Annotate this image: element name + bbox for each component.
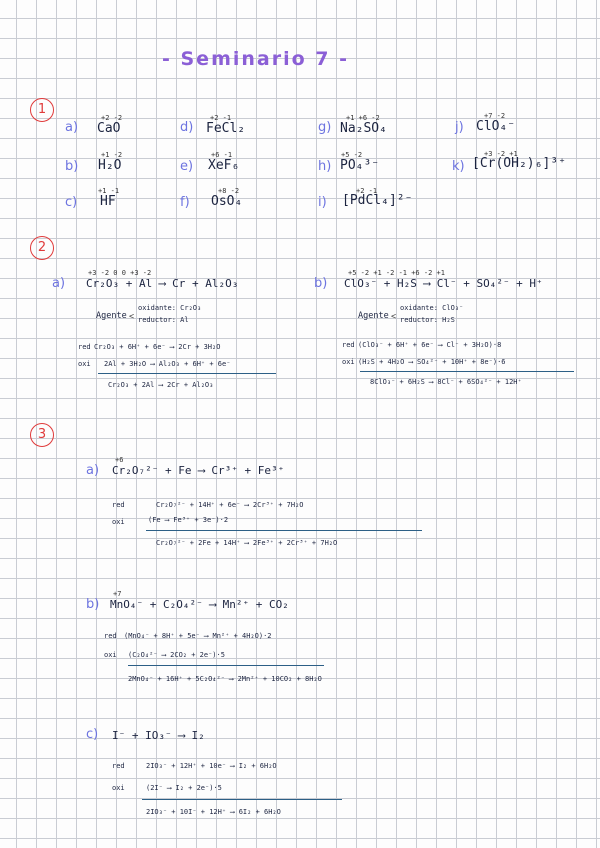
total-equation: Cr₂O₇²⁻ + 2Fe + 14H⁺ ⟶ 2Fe³⁺ + 2Cr³⁺ + 7H₂O [156, 539, 338, 547]
formula: Na₂SO₄ [340, 121, 387, 136]
red-half-reaction: Cr₂O₃ + 6H⁺ + 6e⁻ ⟶ 2Cr + 3H₂O [94, 343, 221, 351]
oxi-label: oxi [104, 651, 117, 659]
oxidation-numbers: +6 -1 [211, 151, 233, 159]
oxidation-numbers: +5 -2 [341, 151, 363, 159]
item-label: f) [180, 195, 190, 210]
item-label: c) [65, 195, 78, 210]
oxidation-numbers: +7 -2 [484, 112, 506, 120]
red-label: red [112, 501, 125, 509]
formula: ClO₄⁻ [476, 119, 516, 134]
equation: MnO₄⁻ + C₂O₄²⁻ ⟶ Mn²⁺ + CO₂ [110, 598, 289, 611]
oxi-half-reaction: (Fe ⟶ Fe³⁺ + 3e⁻)·2 [148, 516, 229, 524]
sum-line [98, 373, 276, 374]
red-label: red [342, 341, 355, 349]
brace-icon: < [129, 312, 135, 322]
sum-line [360, 371, 574, 372]
oxi-half-reaction: 2Al + 3H₂O ⟶ Al₂O₃ + 6H⁺ + 6e⁻ [104, 360, 231, 368]
formula: XeF₆ [208, 158, 240, 173]
red-half-reaction: 2IO₃⁻ + 12H⁺ + 10e⁻ ⟶ I₂ + 6H₂O [146, 762, 277, 770]
formula: H₂O [98, 158, 122, 173]
formula: OsO₄ [211, 194, 243, 209]
oxi-label: oxi [112, 518, 125, 526]
oxidation-numbers: +3 -2 0 0 +3 -2 [88, 269, 152, 277]
brace-icon: < [391, 312, 397, 322]
equation: ClO₃⁻ + H₂S ⟶ Cl⁻ + SO₄²⁻ + H⁺ [344, 277, 543, 290]
oxidation-numbers: +5 -2 +1 -2 -1 +6 -2 +1 [348, 269, 445, 277]
agente-label: Agente [96, 311, 127, 321]
item-label: e) [180, 159, 194, 174]
item-label: a) [52, 276, 66, 291]
total-equation: 2IO₃⁻ + 10I⁻ + 12H⁺ ⟶ 6I₂ + 6H₂O [146, 808, 281, 816]
item-label: d) [180, 120, 194, 135]
item-label: a) [65, 120, 79, 135]
red-half-reaction: (MnO₄⁻ + 8H⁺ + 5e⁻ ⟶ Mn²⁺ + 4H₂O)·2 [124, 632, 272, 640]
sum-line [128, 665, 324, 666]
oxidation-numbers: +2 -1 [356, 187, 378, 195]
red-half-reaction: Cr₂O₇²⁻ + 14H⁺ + 6e⁻ ⟶ 2Cr³⁺ + 7H₂O [156, 501, 304, 509]
item-label: g) [318, 120, 332, 135]
oxidation-numbers: +2 -2 [101, 114, 123, 122]
agente-label: Agente [358, 311, 389, 321]
oxidation-numbers: +2 -1 [210, 114, 232, 122]
oxi-half-reaction: (C₂O₄²⁻ ⟶ 2CO₂ + 2e⁻)·5 [128, 651, 225, 659]
red-label: red [104, 632, 117, 640]
formula: FeCl₂ [206, 121, 246, 136]
item-label: i) [318, 195, 327, 210]
red-half-reaction: (ClO₃⁻ + 6H⁺ + 6e⁻ ⟶ Cl⁻ + 3H₂O)·8 [358, 341, 502, 349]
oxi-label: oxi [112, 784, 125, 792]
item-label: k) [452, 159, 465, 174]
red-label: red [112, 762, 125, 770]
total-equation: Cr₂O₃ + 2Al ⟶ 2Cr + Al₂O₃ [108, 381, 214, 389]
formula: [Cr(OH₂)₆]³⁺ [472, 156, 566, 171]
formula: PO₄³⁻ [340, 158, 380, 173]
equation: Cr₂O₇²⁻ + Fe ⟶ Cr³⁺ + Fe³⁺ [112, 464, 285, 477]
oxidation-numbers: +3 -2 +1 [484, 150, 518, 158]
red-label: red [78, 343, 91, 351]
item-label: c) [86, 727, 99, 742]
oxidation-numbers: +6 [115, 456, 124, 464]
section-2-marker: 2 [30, 236, 54, 260]
reductant-text: reductor: H₂S [400, 316, 455, 324]
item-label: b) [65, 159, 79, 174]
item-label: b) [86, 597, 100, 612]
reductant-text: reductor: Al [138, 316, 189, 324]
oxi-half-reaction: (2I⁻ ⟶ I₂ + 2e⁻)·5 [146, 784, 222, 792]
item-label: h) [318, 159, 332, 174]
page-title: - Seminario 7 - [162, 48, 350, 70]
sum-line [146, 530, 422, 531]
equation: Cr₂O₃ + Al ⟶ Cr + Al₂O₃ [86, 277, 239, 290]
oxidant-text: oxidante: ClO₃⁻ [400, 304, 464, 312]
oxidation-numbers: +8 -2 [218, 187, 240, 195]
oxidation-numbers: +1 -2 [101, 151, 123, 159]
total-equation: 2MnO₄⁻ + 16H⁺ + 5C₂O₄²⁻ ⟶ 2Mn²⁺ + 10CO₂ + 8H₂O [128, 675, 322, 683]
item-label: b) [314, 276, 328, 291]
section-1-marker: 1 [30, 98, 54, 122]
oxidation-numbers: +1 -1 [98, 187, 120, 195]
oxi-half-reaction: (H₂S + 4H₂O ⟶ SO₄²⁻ + 10H⁺ + 8e⁻)·6 [358, 358, 506, 366]
item-label: j) [455, 120, 464, 135]
oxidation-numbers: +7 [113, 590, 122, 598]
total-equation: 8ClO₃⁻ + 6H₂S ⟶ 8Cl⁻ + 6SO₄²⁻ + 12H⁺ [370, 378, 522, 386]
formula: [PdCl₄]²⁻ [342, 193, 413, 208]
formula: HF [100, 194, 116, 209]
formula: CaO [97, 121, 121, 136]
section-3-marker: 3 [30, 423, 54, 447]
sum-line [142, 799, 342, 800]
equation: I⁻ + IO₃⁻ ⟶ I₂ [112, 729, 205, 742]
oxi-label: oxi [342, 358, 355, 366]
item-label: a) [86, 463, 100, 478]
oxidation-numbers: +1 +6 -2 [346, 114, 380, 122]
oxi-label: oxi [78, 360, 91, 368]
oxidant-text: oxidante: Cr₂O₃ [138, 304, 202, 312]
